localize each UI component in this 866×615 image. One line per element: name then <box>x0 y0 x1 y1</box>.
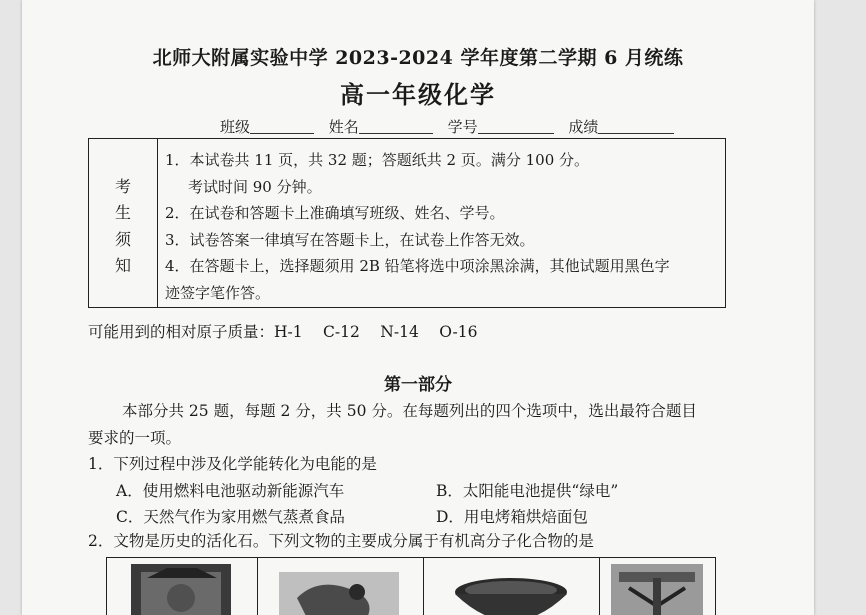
exam-page <box>22 0 814 615</box>
intro-line: 本部分共 25 题，每题 2 分，共 50 分。在每题列出的四个选项中，选出最符合题目 <box>122 402 697 420</box>
notice-line: 1．本试卷共 11 页，共 32 题；答题纸共 2 页。满分 100 分。 <box>165 151 590 169</box>
notice-line: 3．试卷答案一律填写在答题卡上，在试卷上作答无效。 <box>165 230 535 249</box>
notice-line: 2．在试卷和答题卡上准确填写班级、姓名、学号。 <box>165 204 505 222</box>
notice-line: 考试时间 90 分钟。 <box>173 177 322 196</box>
carved-ornament-image <box>257 558 423 615</box>
name-label: 姓名 <box>328 118 359 136</box>
notice-line: 4．在答题卡上，选择题须用 2B 铅笔将选中项涂黑涂满，其他试题用黑色字 <box>165 257 670 275</box>
section-intro <box>88 398 728 452</box>
artifact-image-b <box>257 558 424 615</box>
exam-title: 北师大附属实验中学 2023-2024 学年度第二学期 6 月统练 <box>152 47 684 69</box>
q1-option-a: A．使用燃料电池驱动新能源汽车 <box>116 482 345 500</box>
q1-option-c: C．天然气作为家用燃气蒸煮食品 <box>116 508 345 526</box>
student-id-blank <box>478 119 554 134</box>
artifact-image-d <box>599 558 715 615</box>
question-2-stem: 2．文物是历史的活化石。下列文物的主要成分属于有机高分子化合物的是 <box>88 532 594 550</box>
notice-label-char: 须 <box>115 230 132 249</box>
score-blank <box>598 119 674 134</box>
student-id-label: 学号 <box>447 118 478 136</box>
atomic-mass-line: 可能用到的相对原子质量：H-1 C-12 N-14 O-16 <box>88 323 478 341</box>
artifact-image-a <box>107 558 258 615</box>
notice-text <box>165 147 725 306</box>
notice-line: 迹签字笔作答。 <box>165 283 271 302</box>
notice-label <box>89 139 158 307</box>
name-blank <box>359 119 433 134</box>
notice-label-char: 考 <box>115 177 132 196</box>
class-blank <box>250 119 314 134</box>
artifact-images-row <box>106 557 716 615</box>
artifact-image-c <box>423 558 600 615</box>
intro-line: 要求的一项。 <box>88 429 182 447</box>
section-title: 第一部分 <box>384 375 452 395</box>
q1-option-d: D．用电烤箱烘焙面包 <box>436 508 588 526</box>
exam-notice-box <box>88 138 726 308</box>
exam-subtitle: 高一年级化学 <box>340 80 496 109</box>
silk-fabric-image <box>599 558 715 615</box>
notice-label-char: 生 <box>115 203 132 222</box>
question-1-stem: 1．下列过程中涉及化学能转化为电能的是 <box>88 455 377 473</box>
bronze-vessel-image <box>107 558 257 615</box>
class-label: 班级 <box>220 118 251 136</box>
q1-option-b: B．太阳能电池提供“绿电” <box>436 482 619 500</box>
student-info-fields <box>220 116 674 137</box>
score-label: 成绩 <box>568 118 599 136</box>
notice-label-char: 知 <box>115 256 132 275</box>
bowl-image <box>423 558 599 615</box>
